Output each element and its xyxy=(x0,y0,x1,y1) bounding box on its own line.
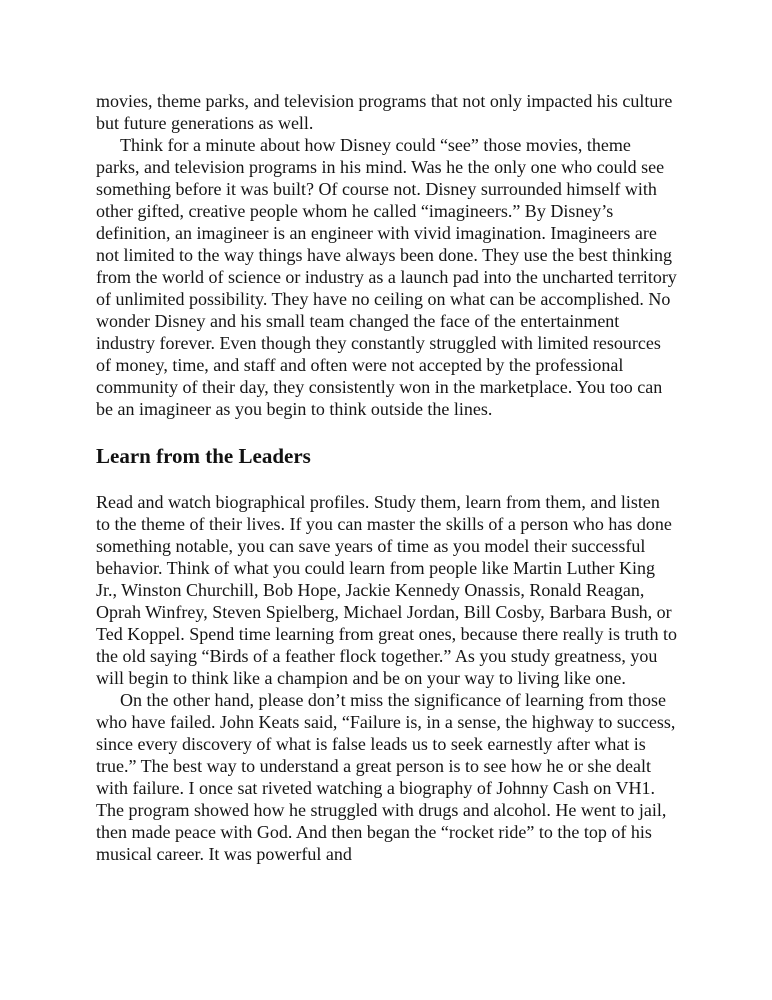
section-heading: Learn from the Leaders xyxy=(96,444,311,468)
paragraph-failure: On the other hand, please don’t miss the significance of learning from those who have failed. John Keats said, “Failure is, in a sense, the highway to success, since every discovery of what is false leads us to seek earnestly after what is true.” The best way to understand a great person is to see how he or she dealt with failure. I once sat riveted watching a biography of Johnny Cash on VH1. The program showed how he struggled with drugs and alcohol. He went to jail, then made peace with God. And then began the “rocket ride” to the top of his musical career. It was powerful and xyxy=(96,690,676,864)
paragraph-biographies: Read and watch biographical profiles. Study them, learn from them, and listen to the theme of their lives. If you can master the skills of a person who has done something notable, you can save years of time as you model their successful behavior. Think of what you could learn from people like Martin Luther King Jr., Winston Churchill, Bob Hope, Jackie Kennedy Onassis, Ronald Reagan, Oprah Winfrey, Steven Spielberg, Michael Jordan, Bill Cosby, Barbara Bush, or Ted Koppel. Spend time learning from great ones, because there really is truth to the old saying “Birds of a feather flock together.” As you study greatness, you will begin to think like a champion and be on your way to living like one. xyxy=(96,492,678,688)
paragraph-imagineers: Think for a minute about how Disney could “see” those movies, theme parks, and television programs in his mind. Was he the only one who could see something before it was built? Of course not. Disney surrounded himself with other gifted, creative people whom he called “imagineers.” By Disney’s definition, an imagineer is an engineer with vivid imagination. Imagineers are not limited to the way things have always been done. They use the best thinking from the world of science or industry as a launch pad into the uncharted territory of unlimited possibility. They have no ceiling on what can be accomplished. No wonder Disney and his small team changed the face of the entertainment industry forever. Even though they constantly struggled with limited resources of money, time, and staff and often were not accepted by the professional community of their day, they consistently won in the marketplace. You too can be an imagineer as you begin to think outside the lines. xyxy=(96,135,677,419)
paragraph-continuation: movies, theme parks, and television programs that not only impacted his culture but future generations as well. xyxy=(96,91,673,133)
document-page xyxy=(96,90,678,865)
